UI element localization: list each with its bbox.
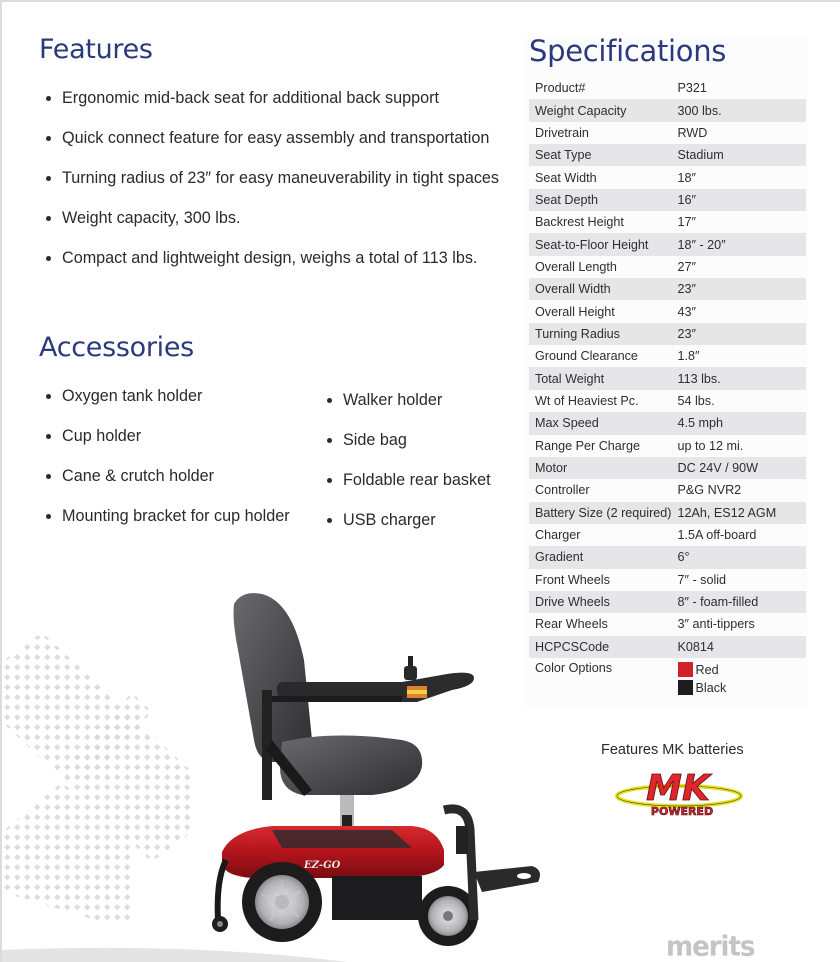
specifications-heading: Specifications bbox=[529, 34, 727, 68]
spec-value: 17″ bbox=[677, 215, 696, 230]
spec-row bbox=[529, 99, 806, 121]
spec-label: Backrest Height bbox=[535, 215, 624, 230]
spec-row-color-options bbox=[529, 658, 806, 706]
accessory-item: Oxygen tank holder bbox=[40, 386, 290, 426]
feature-item: Turning radius of 23″ for easy maneuverability in tight spaces bbox=[40, 168, 499, 208]
spec-row bbox=[529, 211, 806, 233]
spec-label: Turning Radius bbox=[529, 323, 672, 345]
spec-label: Ground Clearance bbox=[535, 349, 638, 364]
spec-row bbox=[529, 435, 806, 457]
spec-value: DC 24V / 90W bbox=[672, 457, 807, 479]
product-sheet bbox=[2, 2, 840, 962]
spec-value: 4.5 mph bbox=[672, 412, 807, 434]
accessories-heading: Accessories bbox=[39, 332, 194, 363]
spec-label: Charger bbox=[535, 528, 581, 543]
spec-row bbox=[529, 122, 806, 144]
spec-value: Stadium bbox=[672, 144, 807, 166]
spec-row bbox=[529, 367, 806, 389]
spec-value: 1.5A off-board bbox=[677, 528, 757, 543]
spec-label: Battery Size (2 required) bbox=[529, 502, 672, 524]
spec-label: Overall Height bbox=[535, 304, 615, 319]
color-option-label: Black bbox=[695, 680, 727, 695]
accessory-item: Foldable rear basket bbox=[321, 470, 491, 510]
spec-label: Product# bbox=[535, 81, 586, 96]
mk-powered-text: POWERED bbox=[650, 805, 714, 818]
accessory-item: Cup holder bbox=[40, 426, 290, 466]
spec-row bbox=[529, 166, 806, 188]
red-color-swatch bbox=[678, 662, 693, 677]
spec-value: up to 12 mi. bbox=[677, 438, 744, 453]
spec-label: Total Weight bbox=[529, 367, 672, 389]
spec-row bbox=[529, 569, 806, 591]
features-heading: Features bbox=[39, 34, 153, 65]
mk-logo-text: MK bbox=[646, 768, 710, 809]
spec-value: 23″ bbox=[672, 323, 807, 345]
specifications-table bbox=[529, 77, 806, 706]
spec-value: 8″ - foam-filled bbox=[672, 591, 807, 613]
spec-row bbox=[529, 479, 806, 501]
spec-row bbox=[529, 636, 806, 658]
spec-row bbox=[529, 524, 806, 546]
spec-row bbox=[529, 256, 806, 278]
feature-item: Quick connect feature for easy assembly and transportation bbox=[40, 128, 499, 168]
features-list bbox=[40, 88, 499, 288]
spec-label: Controller bbox=[535, 483, 590, 498]
color-option-black bbox=[678, 679, 807, 697]
spec-row bbox=[529, 457, 806, 479]
accessory-item: USB charger bbox=[321, 510, 491, 550]
spec-value: 18″ - 20″ bbox=[672, 233, 807, 255]
spec-label: Seat Depth bbox=[529, 189, 672, 211]
spec-row bbox=[529, 77, 806, 99]
diamond-pattern-decoration bbox=[2, 632, 192, 922]
mk-powered-logo bbox=[614, 766, 744, 818]
spec-value: 3″ anti-tippers bbox=[677, 617, 755, 632]
spec-value: 43″ bbox=[677, 304, 696, 319]
spec-value: P&G NVR2 bbox=[677, 483, 742, 498]
spec-label: Color Options bbox=[535, 660, 612, 675]
color-option-label: Red bbox=[695, 662, 719, 677]
spec-row bbox=[529, 300, 806, 322]
accessories-list-right bbox=[321, 390, 491, 550]
spec-label: Rear Wheels bbox=[535, 617, 608, 632]
mk-batteries-caption: Features MK batteries bbox=[601, 742, 744, 758]
spec-value: K0814 bbox=[672, 636, 807, 658]
spec-label: Motor bbox=[529, 457, 672, 479]
spec-label: HCPCSCode bbox=[529, 636, 672, 658]
spec-label: Seat Type bbox=[529, 144, 672, 166]
spec-label: Gradient bbox=[529, 546, 672, 568]
spec-value: 18″ bbox=[677, 170, 696, 185]
spec-value: 27″ bbox=[677, 259, 696, 274]
spec-row bbox=[529, 412, 806, 434]
spec-value: 23″ bbox=[672, 278, 807, 300]
feature-item: Compact and lightweight design, weighs a total of 113 lbs. bbox=[40, 248, 499, 288]
feature-item: Weight capacity, 300 lbs. bbox=[40, 208, 499, 248]
spec-row bbox=[529, 323, 806, 345]
spec-row bbox=[529, 278, 806, 300]
spec-value: 1.8″ bbox=[677, 349, 700, 364]
accessory-item: Cane & crutch holder bbox=[40, 466, 290, 506]
accessory-item: Mounting bracket for cup holder bbox=[40, 506, 290, 546]
spec-label: Drivetrain bbox=[535, 125, 589, 140]
spec-label: Seat-to-Floor Height bbox=[529, 233, 672, 255]
spec-row bbox=[529, 546, 806, 568]
spec-value: 7″ - solid bbox=[677, 572, 727, 587]
spec-row bbox=[529, 144, 806, 166]
spec-value: 16″ bbox=[672, 189, 807, 211]
spec-value: 12Ah, ES12 AGM bbox=[672, 502, 807, 524]
accessories-list-left bbox=[40, 386, 290, 546]
spec-label: Drive Wheels bbox=[529, 591, 672, 613]
spec-label: Wt of Heaviest Pc. bbox=[535, 393, 639, 408]
merits-brand-logo: merits bbox=[666, 931, 755, 962]
spec-value: P321 bbox=[677, 81, 707, 96]
color-option-red bbox=[678, 661, 807, 679]
spec-label: Overall Length bbox=[535, 259, 617, 274]
spec-value: 300 lbs. bbox=[672, 99, 807, 121]
feature-item: Ergonomic mid-back seat for additional back support bbox=[40, 88, 499, 128]
spec-row bbox=[529, 345, 806, 367]
spec-row bbox=[529, 613, 806, 635]
spec-value: 54 lbs. bbox=[677, 393, 715, 408]
spec-row bbox=[529, 233, 806, 255]
spec-row bbox=[529, 502, 806, 524]
accessory-item: Walker holder bbox=[321, 390, 491, 430]
spec-row bbox=[529, 189, 806, 211]
spec-label: Max Speed bbox=[529, 412, 672, 434]
spec-value: 113 lbs. bbox=[672, 367, 807, 389]
ez-go-badge: EZ-GO bbox=[304, 860, 341, 871]
spec-row bbox=[529, 591, 806, 613]
spec-label: Overall Width bbox=[529, 278, 672, 300]
black-color-swatch bbox=[678, 680, 693, 695]
spec-row bbox=[529, 390, 806, 412]
spec-value: RWD bbox=[677, 125, 708, 140]
spec-label: Range Per Charge bbox=[535, 438, 641, 453]
power-wheelchair-image bbox=[212, 590, 542, 950]
accessory-item: Side bag bbox=[321, 430, 491, 470]
color-options bbox=[672, 658, 807, 706]
spec-label: Seat Width bbox=[535, 170, 597, 185]
spec-label: Front Wheels bbox=[535, 572, 610, 587]
spec-value: 6° bbox=[672, 546, 807, 568]
spec-label: Weight Capacity bbox=[529, 99, 672, 121]
